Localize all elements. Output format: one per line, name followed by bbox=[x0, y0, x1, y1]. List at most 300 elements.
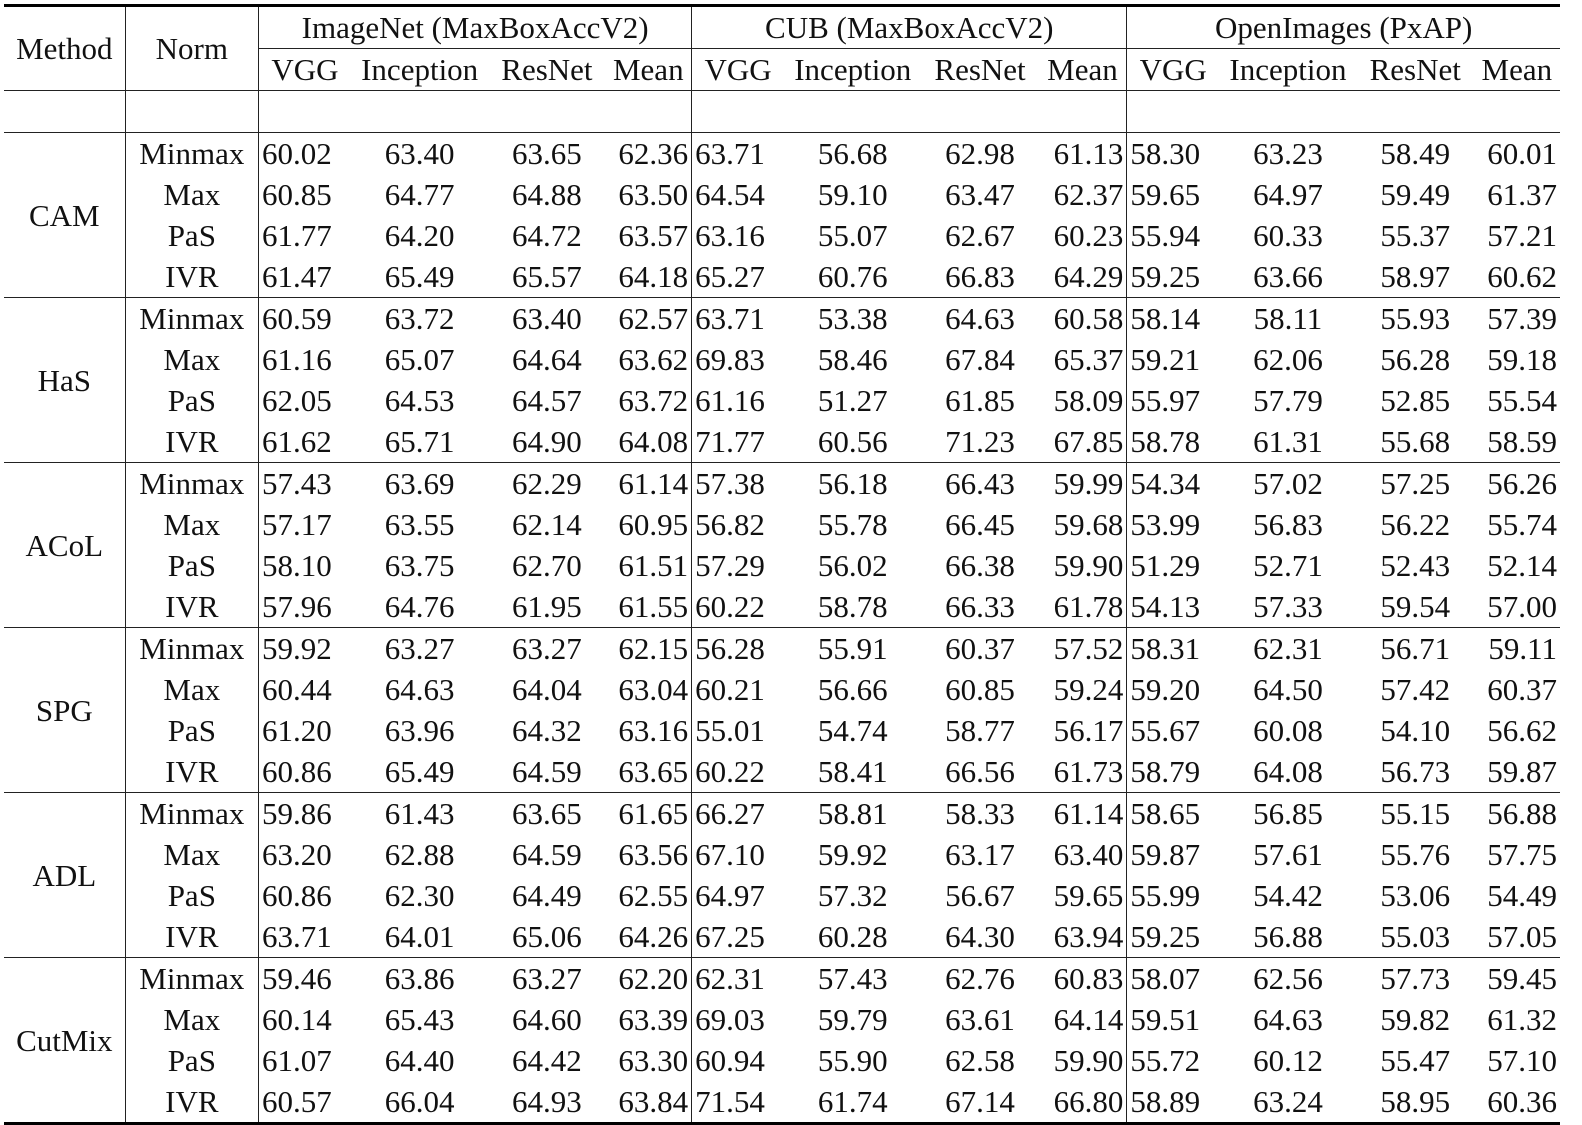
value-cell: 57.52 bbox=[1053, 631, 1124, 666]
value-cell: 53.99 bbox=[1127, 504, 1219, 545]
value-cell: 64.54 bbox=[692, 174, 784, 215]
value-cell: 63.27 bbox=[512, 631, 582, 666]
table-row bbox=[4, 256, 1560, 298]
value-cell: 63.40 bbox=[1053, 837, 1124, 872]
table-row bbox=[4, 545, 1560, 586]
value-cell: 56.18 bbox=[817, 466, 888, 501]
col-resnet: ResNet bbox=[488, 49, 605, 91]
value-cell: 63.96 bbox=[384, 713, 455, 748]
value-cell: 55.90 bbox=[817, 1043, 888, 1078]
value-cell: 55.72 bbox=[1127, 1040, 1219, 1081]
value-cell: 65.37 bbox=[1053, 342, 1124, 377]
value-cell: 58.81 bbox=[817, 796, 888, 831]
value-cell: 60.94 bbox=[692, 1040, 784, 1081]
value-cell: 61.37 bbox=[1487, 177, 1557, 212]
value-cell: 55.15 bbox=[1380, 796, 1451, 831]
value-cell: 58.33 bbox=[945, 796, 1015, 831]
value-cell: 67.84 bbox=[945, 342, 1015, 377]
value-cell: 71.23 bbox=[922, 421, 1039, 463]
value-cell: 58.14 bbox=[1127, 298, 1219, 340]
value-cell: 59.25 bbox=[1127, 256, 1219, 298]
value-cell: 60.01 bbox=[1487, 136, 1557, 171]
value-cell: 58.07 bbox=[1127, 958, 1219, 1000]
value-cell: 64.04 bbox=[512, 672, 582, 707]
value-cell: 60.59 bbox=[259, 298, 351, 340]
value-cell: 55.67 bbox=[1127, 710, 1219, 751]
value-cell: 54.34 bbox=[1127, 463, 1219, 505]
value-cell: 63.27 bbox=[384, 631, 455, 666]
value-cell: 55.54 bbox=[1487, 383, 1557, 418]
value-cell: 56.73 bbox=[1357, 751, 1474, 793]
value-cell: 62.55 bbox=[618, 878, 689, 913]
value-cell: 51.29 bbox=[1127, 545, 1219, 586]
value-cell: 61.55 bbox=[605, 586, 691, 628]
value-cell: 64.59 bbox=[512, 837, 582, 872]
table-row bbox=[4, 133, 1560, 175]
value-cell: 60.95 bbox=[618, 507, 689, 542]
value-cell: 62.05 bbox=[259, 380, 351, 421]
norm-name: Minmax bbox=[125, 133, 258, 175]
value-cell: 62.31 bbox=[1253, 631, 1323, 666]
table-row bbox=[4, 174, 1560, 215]
value-cell: 61.77 bbox=[259, 215, 351, 256]
value-cell: 59.46 bbox=[259, 958, 351, 1000]
norm-name: Minmax bbox=[125, 793, 258, 835]
value-cell: 60.44 bbox=[259, 669, 351, 710]
value-cell: 56.26 bbox=[1487, 466, 1557, 501]
value-cell: 64.08 bbox=[1219, 751, 1357, 793]
value-cell: 63.47 bbox=[945, 177, 1015, 212]
value-cell: 60.37 bbox=[1487, 672, 1557, 707]
value-cell: 64.20 bbox=[384, 218, 455, 253]
value-cell: 56.88 bbox=[1219, 916, 1357, 958]
norm-name: IVR bbox=[125, 421, 258, 463]
value-cell: 57.75 bbox=[1487, 837, 1557, 872]
value-cell: 63.16 bbox=[618, 713, 689, 748]
value-cell: 56.67 bbox=[945, 878, 1015, 913]
value-cell: 60.12 bbox=[1253, 1043, 1323, 1078]
norm-header: Norm bbox=[125, 6, 258, 91]
value-cell: 56.71 bbox=[1380, 631, 1451, 666]
norm-name: Minmax bbox=[125, 958, 258, 1000]
value-cell: 56.66 bbox=[817, 672, 888, 707]
value-cell: 64.26 bbox=[605, 916, 691, 958]
value-cell: 60.58 bbox=[1053, 301, 1124, 336]
table-row bbox=[4, 463, 1560, 505]
value-cell: 55.03 bbox=[1357, 916, 1474, 958]
value-cell: 66.45 bbox=[945, 507, 1015, 542]
norm-name: PaS bbox=[125, 1040, 258, 1081]
value-cell: 59.65 bbox=[1053, 878, 1124, 913]
value-cell: 63.71 bbox=[259, 916, 351, 958]
value-cell: 67.10 bbox=[692, 834, 784, 875]
value-cell: 57.39 bbox=[1487, 301, 1557, 336]
value-cell: 64.77 bbox=[384, 177, 455, 212]
value-cell: 59.49 bbox=[1380, 177, 1451, 212]
value-cell: 55.94 bbox=[1127, 215, 1219, 256]
method-name: CAM bbox=[4, 133, 125, 298]
cub-group-header: CUB (MaxBoxAccV2) bbox=[692, 6, 1127, 49]
value-cell: 63.04 bbox=[618, 672, 689, 707]
value-cell: 61.43 bbox=[384, 796, 455, 831]
value-cell: 54.13 bbox=[1127, 586, 1219, 628]
table-row bbox=[4, 215, 1560, 256]
value-cell: 55.68 bbox=[1357, 421, 1474, 463]
table-row bbox=[4, 298, 1560, 340]
header-group-row bbox=[4, 6, 1560, 49]
value-cell: 52.71 bbox=[1253, 548, 1323, 583]
value-cell: 60.76 bbox=[784, 256, 922, 298]
value-cell: 60.62 bbox=[1474, 256, 1560, 298]
norm-name: Max bbox=[125, 999, 258, 1040]
col-vgg: VGG bbox=[1127, 49, 1219, 91]
norm-name: Max bbox=[125, 174, 258, 215]
value-cell: 59.24 bbox=[1053, 672, 1124, 707]
value-cell: 55.78 bbox=[817, 507, 888, 542]
value-cell: 58.65 bbox=[1127, 793, 1219, 835]
value-cell: 56.17 bbox=[1053, 713, 1124, 748]
value-cell: 64.63 bbox=[1253, 1002, 1323, 1037]
value-cell: 63.65 bbox=[605, 751, 691, 793]
imagenet-group-header: ImageNet (MaxBoxAccV2) bbox=[259, 6, 692, 49]
value-cell: 60.21 bbox=[692, 669, 784, 710]
value-cell: 62.58 bbox=[945, 1043, 1015, 1078]
value-cell: 60.23 bbox=[1053, 218, 1124, 253]
value-cell: 64.97 bbox=[1253, 177, 1323, 212]
value-cell: 62.88 bbox=[384, 837, 455, 872]
value-cell: 57.05 bbox=[1474, 916, 1560, 958]
value-cell: 67.85 bbox=[1039, 421, 1127, 463]
value-cell: 61.51 bbox=[618, 548, 689, 583]
value-cell: 61.73 bbox=[1039, 751, 1127, 793]
col-resnet: ResNet bbox=[922, 49, 1039, 91]
value-cell: 64.59 bbox=[488, 751, 605, 793]
col-inception: Inception bbox=[351, 49, 489, 91]
value-cell: 63.57 bbox=[618, 218, 689, 253]
value-cell: 64.29 bbox=[1039, 256, 1127, 298]
table-row bbox=[4, 710, 1560, 751]
value-cell: 71.54 bbox=[692, 1081, 784, 1124]
value-cell: 61.07 bbox=[259, 1040, 351, 1081]
value-cell: 59.90 bbox=[1053, 1043, 1124, 1078]
value-cell: 56.82 bbox=[692, 504, 784, 545]
value-cell: 64.18 bbox=[605, 256, 691, 298]
value-cell: 51.27 bbox=[817, 383, 888, 418]
value-cell: 57.43 bbox=[817, 961, 888, 996]
value-cell: 59.10 bbox=[817, 177, 888, 212]
value-cell: 63.40 bbox=[512, 301, 582, 336]
value-cell: 59.82 bbox=[1380, 1002, 1451, 1037]
value-cell: 64.42 bbox=[512, 1043, 582, 1078]
norm-name: Max bbox=[125, 669, 258, 710]
method-name: HaS bbox=[4, 298, 125, 463]
value-cell: 57.33 bbox=[1219, 586, 1357, 628]
value-cell: 59.99 bbox=[1053, 466, 1124, 501]
value-cell: 59.87 bbox=[1127, 834, 1219, 875]
value-cell: 69.83 bbox=[692, 339, 784, 380]
value-cell: 60.86 bbox=[259, 751, 351, 793]
value-cell: 59.92 bbox=[817, 837, 888, 872]
method-name: SPG bbox=[4, 628, 125, 793]
value-cell: 59.92 bbox=[259, 628, 351, 670]
value-cell: 60.14 bbox=[259, 999, 351, 1040]
value-cell: 58.97 bbox=[1357, 256, 1474, 298]
value-cell: 59.21 bbox=[1127, 339, 1219, 380]
value-cell: 64.49 bbox=[512, 878, 582, 913]
value-cell: 65.06 bbox=[488, 916, 605, 958]
value-cell: 65.49 bbox=[351, 751, 489, 793]
value-cell: 64.14 bbox=[1053, 1002, 1124, 1037]
value-cell: 58.49 bbox=[1380, 136, 1451, 171]
value-cell: 62.14 bbox=[512, 507, 582, 542]
value-cell: 56.85 bbox=[1253, 796, 1323, 831]
value-cell: 63.27 bbox=[512, 961, 582, 996]
value-cell: 63.61 bbox=[945, 1002, 1015, 1037]
value-cell: 61.13 bbox=[1053, 136, 1124, 171]
value-cell: 62.15 bbox=[618, 631, 689, 666]
col-mean: Mean bbox=[1039, 49, 1127, 91]
value-cell: 56.28 bbox=[1380, 342, 1451, 377]
value-cell: 56.02 bbox=[817, 548, 888, 583]
value-cell: 64.01 bbox=[351, 916, 489, 958]
openimages-group-header: OpenImages (PxAP) bbox=[1127, 6, 1560, 49]
value-cell: 64.63 bbox=[945, 301, 1015, 336]
value-cell: 60.36 bbox=[1474, 1081, 1560, 1124]
value-cell: 58.46 bbox=[817, 342, 888, 377]
value-cell: 63.65 bbox=[512, 796, 582, 831]
norm-name: Minmax bbox=[125, 628, 258, 670]
value-cell: 57.25 bbox=[1380, 466, 1451, 501]
value-cell: 60.28 bbox=[784, 916, 922, 958]
value-cell: 58.10 bbox=[259, 545, 351, 586]
value-cell: 59.51 bbox=[1127, 999, 1219, 1040]
value-cell: 61.14 bbox=[1053, 796, 1124, 831]
table-row bbox=[4, 380, 1560, 421]
value-cell: 59.11 bbox=[1488, 631, 1557, 666]
value-cell: 58.89 bbox=[1127, 1081, 1219, 1124]
value-cell: 61.62 bbox=[259, 421, 351, 463]
value-cell: 59.87 bbox=[1474, 751, 1560, 793]
value-cell: 63.72 bbox=[618, 383, 689, 418]
value-cell: 64.90 bbox=[488, 421, 605, 463]
value-cell: 56.88 bbox=[1487, 796, 1557, 831]
value-cell: 58.59 bbox=[1474, 421, 1560, 463]
value-cell: 63.71 bbox=[692, 298, 784, 340]
value-cell: 58.78 bbox=[784, 586, 922, 628]
norm-name: Max bbox=[125, 339, 258, 380]
value-cell: 52.43 bbox=[1380, 548, 1451, 583]
norm-name: PaS bbox=[125, 380, 258, 421]
value-cell: 61.32 bbox=[1487, 1002, 1557, 1037]
value-cell: 66.33 bbox=[922, 586, 1039, 628]
value-cell: 53.06 bbox=[1380, 878, 1451, 913]
table-row bbox=[4, 628, 1560, 670]
value-cell: 66.27 bbox=[692, 793, 784, 835]
value-cell: 64.97 bbox=[692, 875, 784, 916]
value-cell: 58.95 bbox=[1357, 1081, 1474, 1124]
table-row bbox=[4, 834, 1560, 875]
value-cell: 57.02 bbox=[1253, 466, 1323, 501]
value-cell: 64.93 bbox=[488, 1081, 605, 1124]
norm-name: IVR bbox=[125, 256, 258, 298]
value-cell: 64.76 bbox=[351, 586, 489, 628]
value-cell: 62.31 bbox=[692, 958, 784, 1000]
col-resnet: ResNet bbox=[1357, 49, 1474, 91]
value-cell: 56.28 bbox=[692, 628, 784, 670]
value-cell: 52.85 bbox=[1380, 383, 1451, 418]
header-separator bbox=[4, 91, 1560, 133]
value-cell: 55.47 bbox=[1380, 1043, 1451, 1078]
norm-name: IVR bbox=[125, 751, 258, 793]
value-cell: 62.37 bbox=[1053, 177, 1124, 212]
value-cell: 59.25 bbox=[1127, 916, 1219, 958]
value-cell: 63.24 bbox=[1219, 1081, 1357, 1124]
norm-name: Minmax bbox=[125, 463, 258, 505]
value-cell: 55.91 bbox=[817, 631, 888, 666]
value-cell: 64.30 bbox=[922, 916, 1039, 958]
value-cell: 53.38 bbox=[817, 301, 888, 336]
value-cell: 54.42 bbox=[1253, 878, 1323, 913]
value-cell: 62.30 bbox=[384, 878, 455, 913]
value-cell: 66.43 bbox=[945, 466, 1015, 501]
value-cell: 65.71 bbox=[351, 421, 489, 463]
value-cell: 61.20 bbox=[259, 710, 351, 751]
value-cell: 63.94 bbox=[1039, 916, 1127, 958]
value-cell: 60.33 bbox=[1253, 218, 1323, 253]
value-cell: 66.83 bbox=[922, 256, 1039, 298]
value-cell: 59.65 bbox=[1127, 174, 1219, 215]
value-cell: 55.93 bbox=[1380, 301, 1451, 336]
value-cell: 61.65 bbox=[618, 796, 689, 831]
value-cell: 59.45 bbox=[1487, 961, 1557, 996]
value-cell: 63.23 bbox=[1253, 136, 1323, 171]
value-cell: 63.20 bbox=[259, 834, 351, 875]
table-row bbox=[4, 669, 1560, 710]
value-cell: 61.31 bbox=[1219, 421, 1357, 463]
value-cell: 64.72 bbox=[512, 218, 582, 253]
table-row bbox=[4, 751, 1560, 793]
results-table bbox=[4, 4, 1560, 1125]
value-cell: 66.80 bbox=[1039, 1081, 1127, 1124]
value-cell: 58.78 bbox=[1127, 421, 1219, 463]
value-cell: 63.62 bbox=[618, 342, 689, 377]
value-cell: 58.09 bbox=[1053, 383, 1124, 418]
value-cell: 60.57 bbox=[259, 1081, 351, 1124]
value-cell: 63.17 bbox=[945, 837, 1015, 872]
value-cell: 61.74 bbox=[784, 1081, 922, 1124]
value-cell: 61.14 bbox=[618, 466, 689, 501]
value-cell: 66.56 bbox=[922, 751, 1039, 793]
value-cell: 61.47 bbox=[259, 256, 351, 298]
value-cell: 58.30 bbox=[1127, 133, 1219, 175]
method-name: ACoL bbox=[4, 463, 125, 628]
value-cell: 54.49 bbox=[1487, 878, 1557, 913]
value-cell: 62.76 bbox=[945, 961, 1015, 996]
value-cell: 62.98 bbox=[945, 136, 1015, 171]
value-cell: 64.50 bbox=[1253, 672, 1323, 707]
value-cell: 55.97 bbox=[1127, 380, 1219, 421]
value-cell: 59.20 bbox=[1127, 669, 1219, 710]
value-cell: 58.77 bbox=[945, 713, 1015, 748]
value-cell: 63.40 bbox=[384, 136, 455, 171]
value-cell: 57.38 bbox=[692, 463, 784, 505]
value-cell: 60.85 bbox=[259, 174, 351, 215]
value-cell: 59.79 bbox=[817, 1002, 888, 1037]
value-cell: 60.22 bbox=[692, 751, 784, 793]
value-cell: 65.27 bbox=[692, 256, 784, 298]
value-cell: 63.84 bbox=[605, 1081, 691, 1124]
norm-name: Minmax bbox=[125, 298, 258, 340]
col-mean: Mean bbox=[1474, 49, 1560, 91]
col-vgg: VGG bbox=[259, 49, 351, 91]
value-cell: 59.86 bbox=[259, 793, 351, 835]
value-cell: 64.40 bbox=[384, 1043, 455, 1078]
value-cell: 69.03 bbox=[692, 999, 784, 1040]
value-cell: 67.14 bbox=[922, 1081, 1039, 1124]
value-cell: 55.76 bbox=[1380, 837, 1451, 872]
value-cell: 57.10 bbox=[1487, 1043, 1557, 1078]
value-cell: 64.57 bbox=[512, 383, 582, 418]
value-cell: 66.04 bbox=[351, 1081, 489, 1124]
value-cell: 64.08 bbox=[605, 421, 691, 463]
table-row bbox=[4, 421, 1560, 463]
value-cell: 61.78 bbox=[1039, 586, 1127, 628]
value-cell: 58.11 bbox=[1253, 301, 1323, 336]
value-cell: 59.54 bbox=[1357, 586, 1474, 628]
value-cell: 62.20 bbox=[618, 961, 689, 996]
table-row bbox=[4, 875, 1560, 916]
value-cell: 64.88 bbox=[512, 177, 582, 212]
value-cell: 60.85 bbox=[945, 672, 1015, 707]
table-row bbox=[4, 1081, 1560, 1124]
value-cell: 58.31 bbox=[1127, 628, 1219, 670]
norm-name: PaS bbox=[125, 875, 258, 916]
norm-name: PaS bbox=[125, 215, 258, 256]
value-cell: 63.30 bbox=[618, 1043, 689, 1078]
value-cell: 63.56 bbox=[618, 837, 689, 872]
method-name: ADL bbox=[4, 793, 125, 958]
value-cell: 63.16 bbox=[692, 215, 784, 256]
value-cell: 57.96 bbox=[259, 586, 351, 628]
table-row bbox=[4, 1040, 1560, 1081]
value-cell: 62.56 bbox=[1253, 961, 1323, 996]
value-cell: 67.25 bbox=[692, 916, 784, 958]
value-cell: 57.21 bbox=[1487, 218, 1557, 253]
value-cell: 58.79 bbox=[1127, 751, 1219, 793]
value-cell: 66.38 bbox=[945, 548, 1015, 583]
value-cell: 57.17 bbox=[259, 504, 351, 545]
value-cell: 64.60 bbox=[512, 1002, 582, 1037]
value-cell: 63.72 bbox=[384, 301, 455, 336]
value-cell: 60.08 bbox=[1253, 713, 1323, 748]
value-cell: 63.75 bbox=[384, 548, 455, 583]
norm-name: Max bbox=[125, 504, 258, 545]
table-row bbox=[4, 504, 1560, 545]
value-cell: 63.86 bbox=[384, 961, 455, 996]
value-cell: 57.79 bbox=[1253, 383, 1323, 418]
value-cell: 56.22 bbox=[1380, 507, 1451, 542]
value-cell: 65.57 bbox=[488, 256, 605, 298]
value-cell: 65.49 bbox=[351, 256, 489, 298]
col-inception: Inception bbox=[784, 49, 922, 91]
value-cell: 59.18 bbox=[1487, 342, 1557, 377]
value-cell: 60.83 bbox=[1053, 961, 1124, 996]
value-cell: 65.43 bbox=[384, 1002, 455, 1037]
norm-name: PaS bbox=[125, 710, 258, 751]
norm-name: IVR bbox=[125, 586, 258, 628]
value-cell: 55.99 bbox=[1127, 875, 1219, 916]
value-cell: 62.70 bbox=[512, 548, 582, 583]
